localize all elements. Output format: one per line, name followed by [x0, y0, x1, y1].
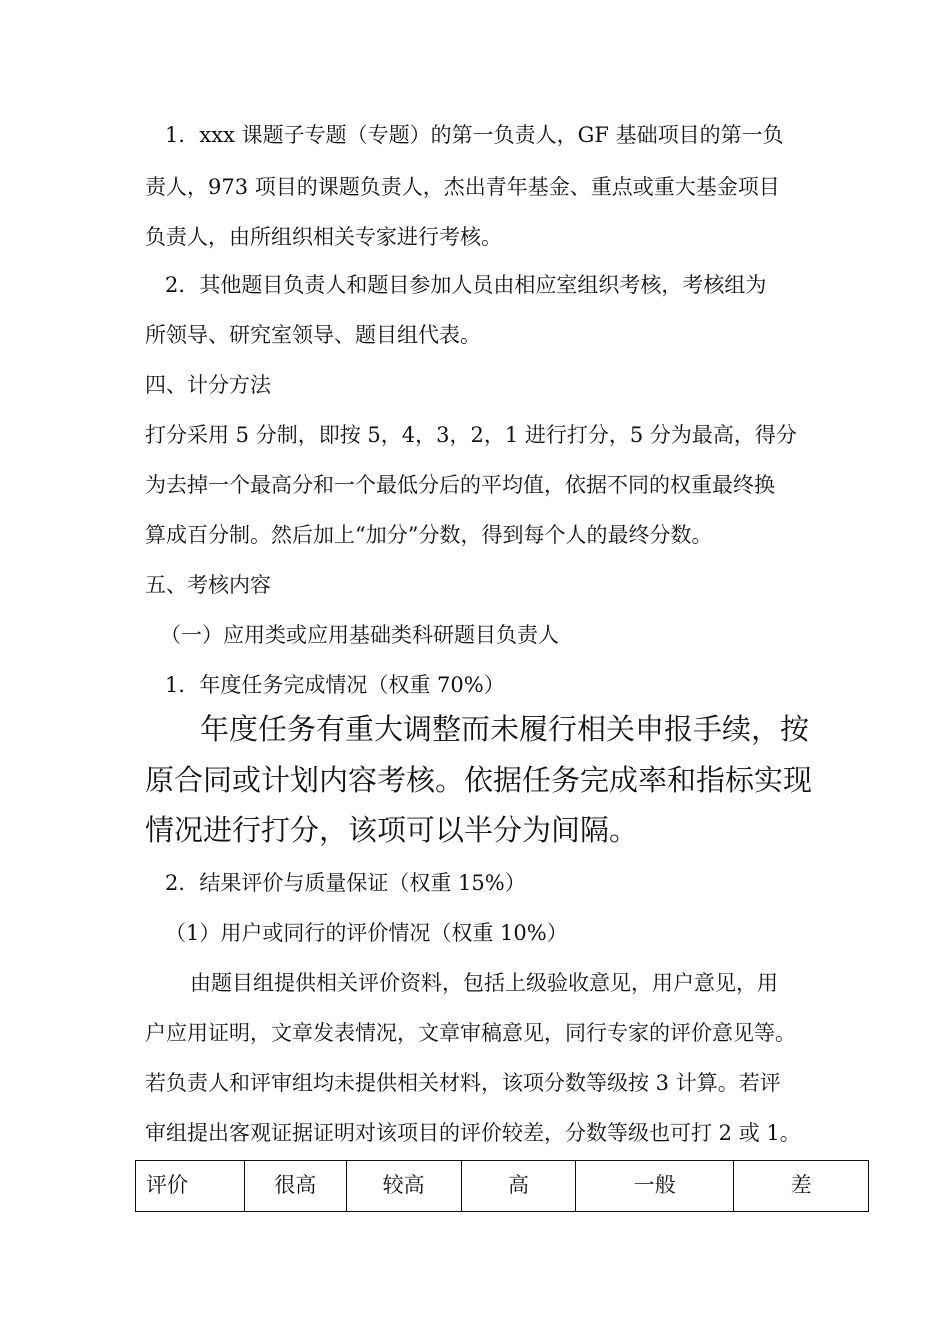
section-heading-4: 四、计分方法 [145, 373, 271, 397]
table-cell [461, 1161, 576, 1212]
cell-very-high: 很高 [274, 1173, 317, 1197]
paragraph-4-line-2: 户应用证明，文章发表情况，文章审稿意见，同行专家的评价意见等。 [145, 1021, 796, 1045]
item-1-heading: 1．年度任务完成情况（权重 70%） [165, 673, 505, 697]
section-heading-5: 五、考核内容 [145, 573, 271, 597]
item-2-1-heading: （1）用户或同行的评价情况（权重 10%） [165, 921, 568, 945]
paragraph-1-line-3: 负责人，由所组织相关专家进行考核。 [145, 225, 502, 249]
paragraph-4-line-3: 若负责人和评审组均未提供相关材料，该项分数等级按 3 计算。若评 [145, 1071, 781, 1095]
large-paragraph-line-3: 情况进行打分，该项可以半分为间隔。 [145, 813, 639, 847]
cell-fairly-high: 较高 [382, 1173, 425, 1197]
paragraph-2-line-1: 2．其他题目负责人和题目参加人员由相应室组织考核，考核组为 [165, 273, 767, 297]
paragraph-3-line-1: 打分采用 5 分制，即按 5，4，3，2，1 进行打分，5 分为最高，得分 [145, 423, 797, 447]
large-paragraph-line-2: 原合同或计划内容考核。依据任务完成率和指标实现 [145, 763, 813, 797]
item-2-heading: 2．结果评价与质量保证（权重 15%） [165, 871, 526, 895]
paragraph-4-line-4: 审组提出客观证据证明对该项目的评价较差，分数等级也可打 2 或 1。 [145, 1121, 801, 1145]
cell-high: 高 [507, 1173, 529, 1197]
large-paragraph-line-1: 年度任务有重大调整而未履行相关申报手续，按 [200, 712, 810, 746]
table-cell [576, 1161, 734, 1212]
table-row [136, 1161, 869, 1212]
subsection-heading-1: （一）应用类或应用基础类科研题目负责人 [160, 623, 559, 647]
paragraph-4-line-1: 由题目组提供相关评价资料，包括上级验收意见，用户意见，用 [190, 971, 778, 995]
paragraph-3-line-3: 算成百分制。然后加上“加分”分数，得到每个人的最终分数。 [145, 523, 713, 547]
table-cell [136, 1161, 245, 1212]
paragraph-1-line-1: 1．xxx 课题子专题（专题）的第一负责人，GF 基础项目的第一负 [165, 123, 784, 147]
cell-poor: 差 [790, 1173, 812, 1197]
paragraph-3-line-2: 为去掉一个最高分和一个最低分后的平均值，依据不同的权重最终换 [145, 473, 775, 497]
table-cell [244, 1161, 346, 1212]
rating-table [135, 1160, 869, 1212]
cell-label-rating: 评价 [146, 1173, 188, 1197]
paragraph-2-line-2: 所领导、研究室领导、题目组代表。 [145, 323, 481, 347]
cell-average: 一般 [633, 1173, 676, 1197]
table-cell [734, 1161, 869, 1212]
paragraph-1-line-2: 责人，973 项目的课题负责人，杰出青年基金、重点或重大基金项目 [145, 175, 780, 199]
table-cell [346, 1161, 461, 1212]
